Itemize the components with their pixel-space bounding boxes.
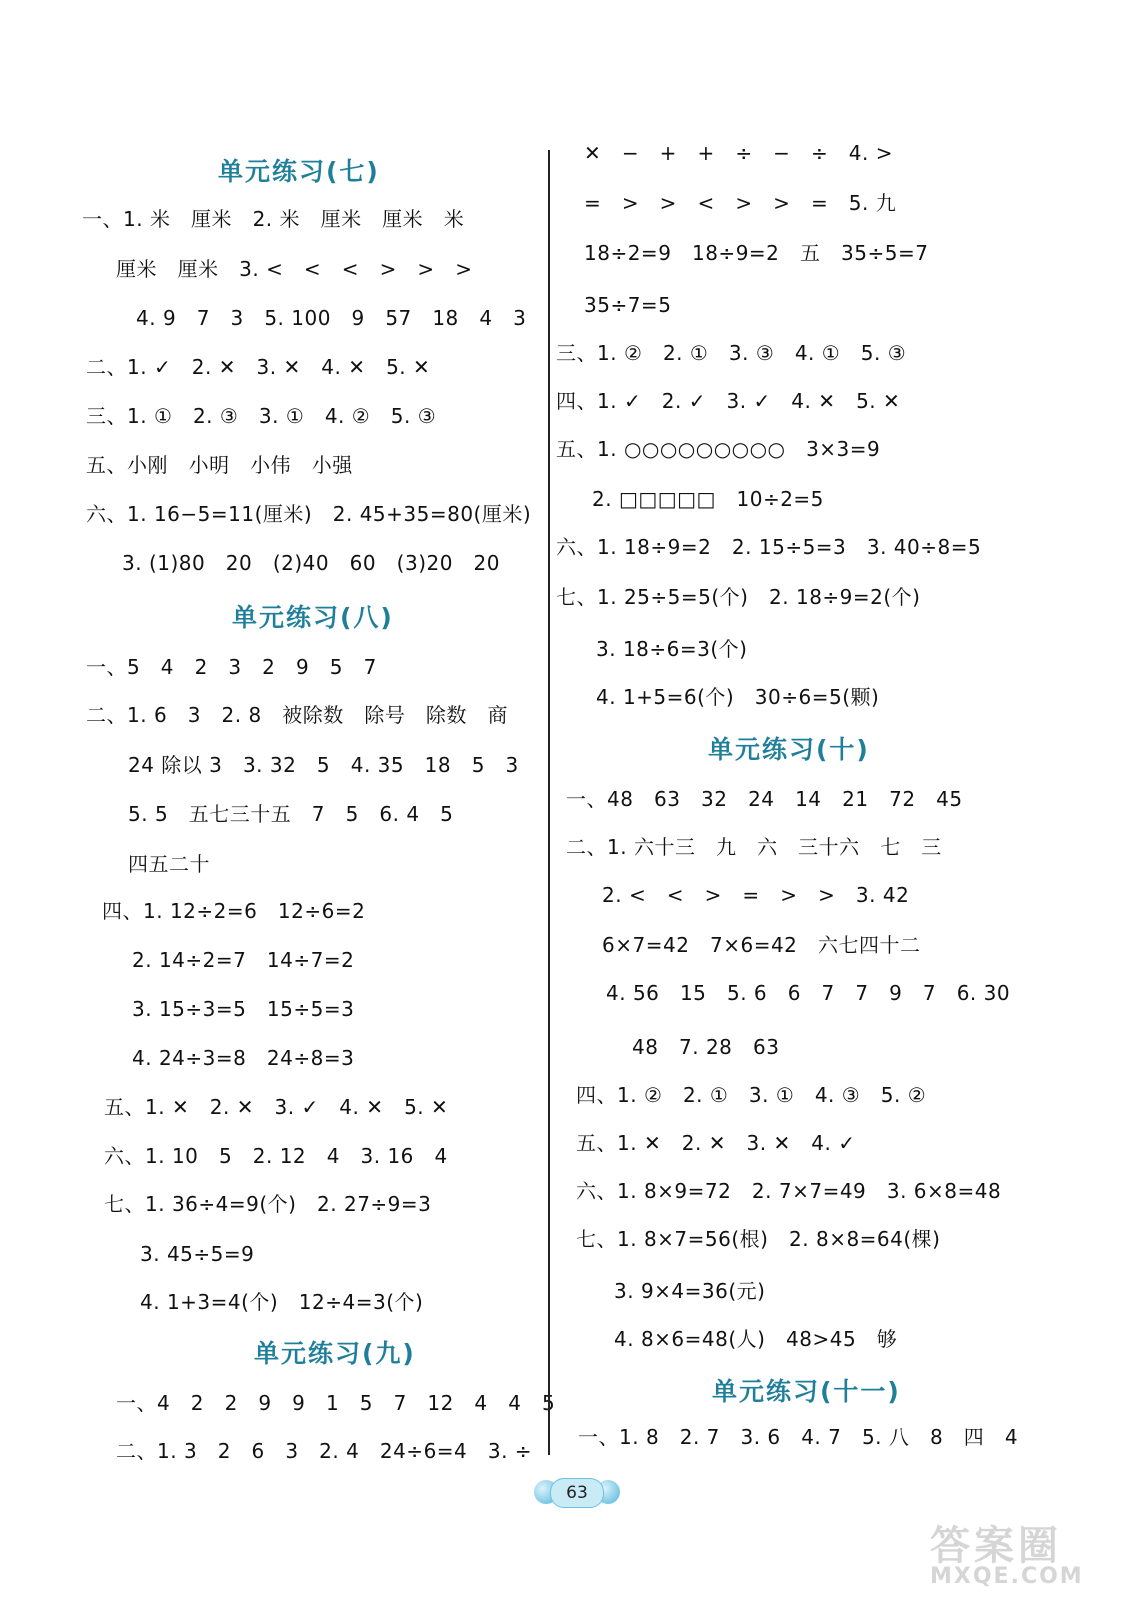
answer-line: 35÷7=5	[584, 293, 672, 317]
answer-line: = > > < > > = 5. 九	[584, 191, 897, 215]
answer-line: 三、1. ② 2. ① 3. ③ 4. ① 5. ③	[556, 341, 907, 365]
answer-line: 厘米 厘米 3. < < < > > >	[116, 257, 473, 281]
answer-line: 六、1. 10 5 2. 12 4 3. 16 4	[104, 1144, 448, 1168]
answer-line: 七、1. 8×7=56(根) 2. 8×8=64(棵)	[576, 1227, 941, 1251]
section-heading-11: 单元练习(十一)	[712, 1377, 901, 1406]
section-heading-10: 单元练习(十)	[708, 735, 870, 764]
answer-line: 48 7. 28 63	[632, 1035, 780, 1059]
answer-line: 七、1. 25÷5=5(个) 2. 18÷9=2(个)	[556, 585, 921, 609]
left-column	[0, 0, 556, 1600]
answer-line: 18÷2=9 18÷9=2 五 35÷5=7	[584, 241, 929, 265]
answer-line: 六、1. 18÷9=2 2. 15÷5=3 3. 40÷8=5	[556, 535, 982, 559]
answer-line: 5. 5 五七三十五 7 5 6. 4 5	[128, 802, 454, 826]
answer-line: 四、1. ② 2. ① 3. ① 4. ③ 5. ②	[576, 1083, 927, 1107]
answer-line: 6×7=42 7×6=42 六七四十二	[602, 933, 921, 957]
answer-line: 3. 9×4=36(元)	[614, 1279, 766, 1303]
answer-line: 四五二十	[128, 852, 210, 876]
answer-line: 4. 56 15 5. 6 6 7 7 9 7 6. 30	[606, 981, 1011, 1005]
answer-line: 七、1. 36÷4=9(个) 2. 27÷9=3	[104, 1192, 432, 1216]
answer-line: 五、1. ✕ 2. ✕ 3. ✕ 4. ✓	[576, 1131, 856, 1155]
watermark	[930, 1514, 1110, 1594]
answer-line: 4. 8×6=48(人) 48>45 够	[614, 1327, 898, 1351]
answer-line: 4. 1+5=6(个) 30÷6=5(颗)	[596, 685, 880, 709]
answer-line: 一、1. 8 2. 7 3. 6 4. 7 5. 八 8 四 4	[578, 1425, 1019, 1449]
page-number: 63	[550, 1478, 604, 1508]
watermark-title: 答案圈	[930, 1523, 1062, 1569]
answer-line: 3. (1)80 20 (2)40 60 (3)20 20	[122, 551, 500, 575]
answer-line: 二、1. 六十三 九 六 三十六 七 三	[566, 835, 942, 859]
page-number-badge	[534, 1472, 620, 1512]
answer-line: 24 除以 3 3. 32 5 4. 35 18 5 3	[128, 753, 519, 777]
answer-line: 2. □□□□□ 10÷2=5	[592, 487, 824, 511]
section-heading-7: 单元练习(七)	[218, 157, 380, 186]
answer-line: 3. 45÷5=9	[140, 1242, 255, 1266]
answer-line: 五、1. ✕ 2. ✕ 3. ✓ 4. ✕ 5. ✕	[104, 1095, 449, 1119]
answer-line: 一、4 2 2 9 9 1 5 7 12 4 4 5	[116, 1391, 556, 1415]
answer-line: 五、小刚 小明 小伟 小强	[86, 453, 353, 477]
answer-line: 六、1. 16−5=11(厘米) 2. 45+35=80(厘米)	[86, 502, 532, 526]
answer-line: 4. 24÷3=8 24÷8=3	[132, 1046, 355, 1070]
answer-line: 五、1. ○○○○○○○○○ 3×3=9	[556, 437, 881, 461]
answer-line: 一、48 63 32 24 14 21 72 45	[566, 787, 963, 811]
answer-line: 一、1. 米 厘米 2. 米 厘米 厘米 米	[82, 207, 465, 231]
answer-line: 一、5 4 2 3 2 9 5 7	[86, 655, 377, 679]
answer-line: 2. 14÷2=7 14÷7=2	[132, 948, 355, 972]
answer-line: 四、1. ✓ 2. ✓ 3. ✓ 4. ✕ 5. ✕	[556, 389, 901, 413]
answer-line: 二、1. 6 3 2. 8 被除数 除号 除数 商	[86, 703, 508, 727]
answer-line: 4. 9 7 3 5. 100 9 57 18 4 3	[136, 306, 527, 330]
answer-line: 4. 1+3=4(个) 12÷4=3(个)	[140, 1290, 424, 1314]
right-column	[552, 0, 1124, 1600]
answer-line: 六、1. 8×9=72 2. 7×7=49 3. 6×8=48	[576, 1179, 1002, 1203]
answer-line: ✕ − + + ÷ − ÷ 4. >	[584, 141, 894, 165]
section-heading-9: 单元练习(九)	[254, 1339, 416, 1368]
section-heading-8: 单元练习(八)	[232, 603, 394, 632]
answer-line: 三、1. ① 2. ③ 3. ① 4. ② 5. ③	[86, 404, 437, 428]
column-divider	[548, 150, 550, 1455]
watermark-url: MXQE.COM	[930, 1564, 1084, 1589]
answer-line: 3. 15÷3=5 15÷5=3	[132, 997, 355, 1021]
answer-line: 3. 18÷6=3(个)	[596, 637, 748, 661]
answer-line: 2. < < > = > > 3. 42	[602, 883, 910, 907]
answer-line: 二、1. 3 2 6 3 2. 4 24÷6=4 3. ÷	[116, 1439, 533, 1463]
answer-line: 四、1. 12÷2=6 12÷6=2	[102, 899, 366, 923]
answer-line: 二、1. ✓ 2. ✕ 3. ✕ 4. ✕ 5. ✕	[86, 355, 431, 379]
